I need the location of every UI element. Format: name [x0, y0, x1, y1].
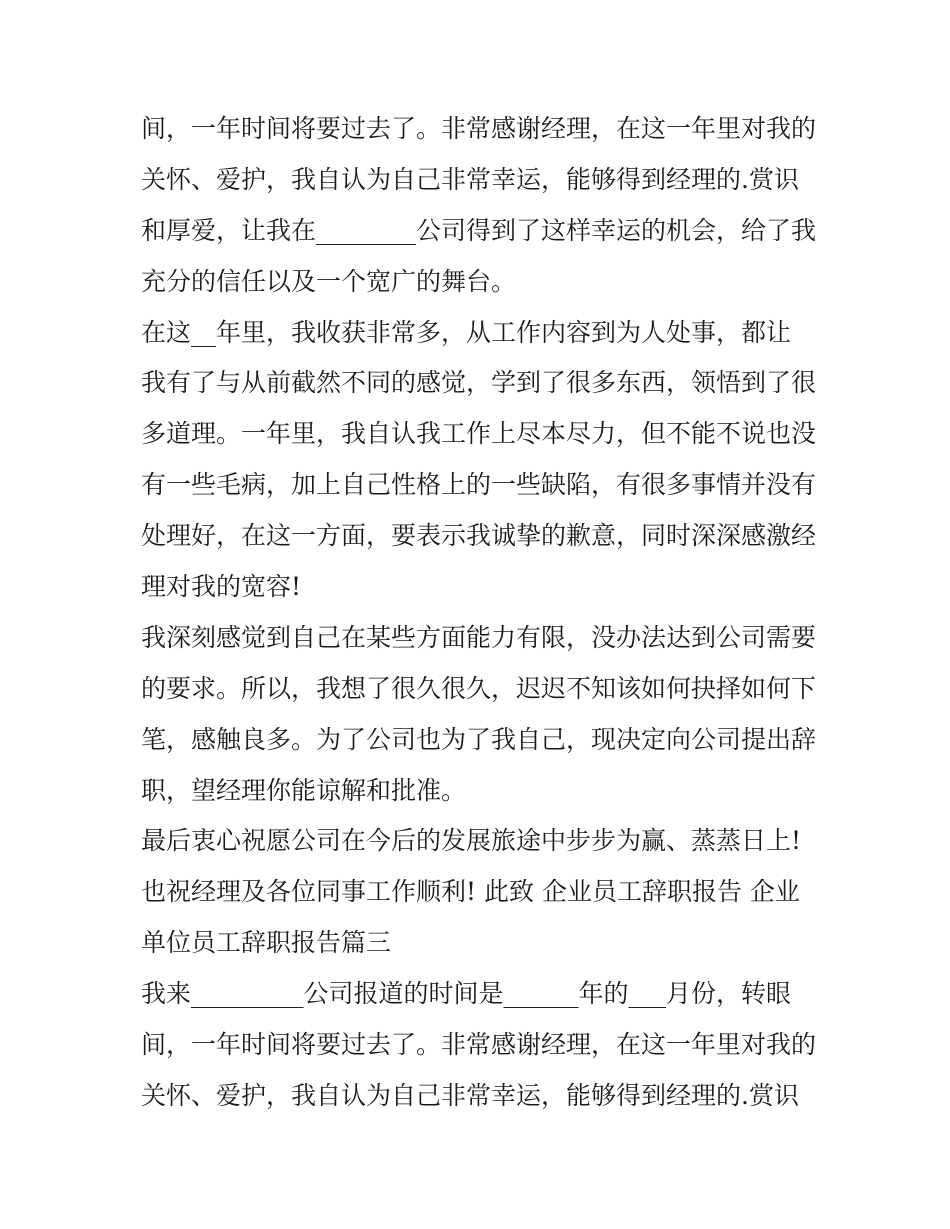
text-line: 也祝经理及各位同事工作顺利! 此致 企业员工辞职报告 企业 [141, 877, 800, 907]
text-line: 最后衷心祝愿公司在今后的发展旅途中步步为赢、蒸蒸日上! [141, 826, 802, 856]
text-line: 有一些毛病，加上自己性格上的一些缺陷，有很多事情并没有 [141, 470, 817, 500]
text-line: 我深刻感觉到自己在某些方面能力有限，没办法达到公司需要 [141, 622, 817, 652]
text-line: 的要求。所以，我想了很久很久，迟迟不知该如何抉择如何下 [141, 673, 817, 703]
text-line: 多道理。一年里，我自认我工作上尽本尽力，但不能不说也没 [141, 419, 817, 449]
text-line: 关怀、爱护，我自认为自己非常幸运，能够得到经理的.赏识 [141, 1080, 799, 1110]
text-line: 关怀、爱护，我自认为自己非常幸运，能够得到经理的.赏识 [141, 164, 799, 194]
text-line: 我有了与从前截然不同的感觉，学到了很多东西，领悟到了很 [141, 368, 817, 398]
text-line: 理对我的宽容! [141, 572, 302, 602]
text-line: 充分的信任以及一个宽广的舞台。 [141, 266, 517, 296]
text-line: 我来_________公司报道的时间是______年的___月份，转眼 [141, 979, 792, 1009]
text-line: 和厚爱，让我在________公司得到了这样幸运的机会，给了我 [141, 215, 817, 245]
text-line: 单位员工辞职报告篇三 [141, 928, 392, 958]
text-line: 间，一年时间将要过去了。非常感谢经理，在这一年里对我的 [141, 1030, 817, 1060]
text-line: 职，望经理你能谅解和批准。 [141, 775, 467, 805]
text-line: 间，一年时间将要过去了。非常感谢经理，在这一年里对我的 [141, 114, 817, 143]
document-body [141, 104, 821, 1122]
text-line: 处理好，在这一方面，要表示我诚挚的歉意，同时深深感激经 [141, 521, 817, 551]
text-line: 笔，感触良多。为了公司也为了我自己，现决定向公司提出辞 [141, 724, 817, 754]
text-line: 在这__年里，我收获非常多，从工作内容到为人处事，都让 [141, 317, 792, 347]
